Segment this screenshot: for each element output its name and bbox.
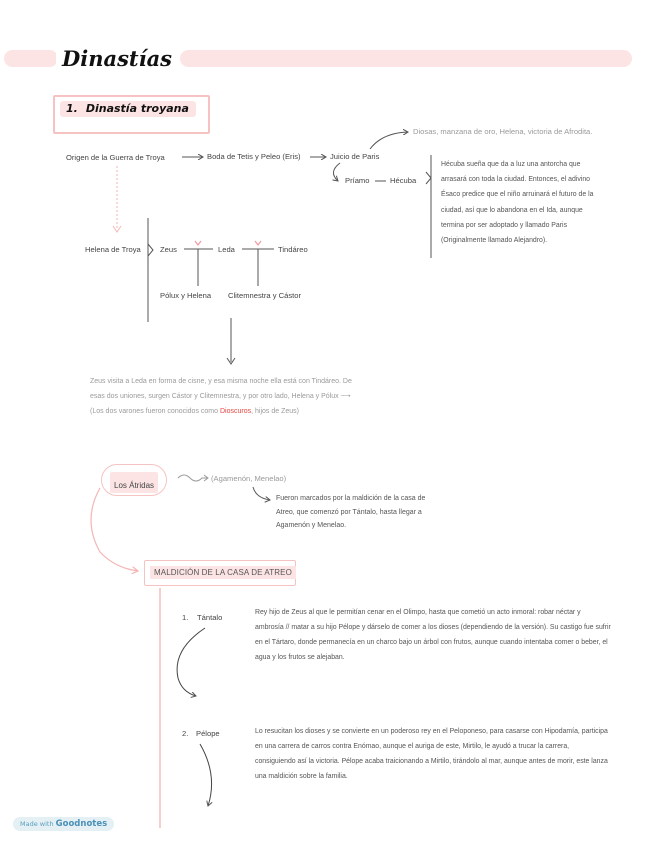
atridas-label: Los Átridas: [114, 481, 155, 490]
zeus-text: Zeus: [160, 245, 177, 254]
section-title-text: Dinastía troyana: [85, 102, 189, 115]
page-title: Dinastías: [56, 46, 178, 71]
hecuba-text: Hécuba: [390, 176, 417, 185]
polux-helena-text: Pólux y Helena: [160, 291, 212, 300]
arrow-atridas-names: [178, 475, 207, 481]
arrow-juicio-diosas: [370, 132, 408, 149]
item1-number: 1.: [182, 613, 189, 622]
badge-made-with: Made with: [20, 820, 54, 828]
atridas-names: (Agamenón, Menelao): [211, 474, 287, 483]
pink-curve-maldicion: [91, 488, 138, 571]
heart-zeus-leda: [195, 241, 201, 245]
leda-text: Leda: [218, 245, 235, 254]
item1-text: Rey hijo de Zeus al que le permitían cenar en el Olimpo, hasta que cometió un acto inmoral: robar néctar y ambrosía // matar a su hijo Pélope y dárselo de comer a los dioses (dependiendo de la versión). Su castigo fue sufrir en el Tártaro, donde permanecía en un charco bajo un árbol con frutos, aunque cuando intentaba comer o beber, el agua y los frutos se alejaban.: [255, 609, 611, 661]
origen-text: Origen de la Guerra de Troya: [66, 153, 165, 162]
maldicion-title: MALDICIÓN DE LA CASA DE ATREO: [150, 566, 296, 579]
curve-item2: [200, 744, 212, 806]
section-number: 1.: [66, 102, 78, 115]
goodnotes-badge[interactable]: [13, 817, 114, 831]
priamo-text: Príamo: [345, 176, 370, 185]
boda-text: Boda de Tetis y Peleo (Eris): [207, 152, 301, 161]
item1-name: Tántalo: [197, 613, 223, 622]
curve-item1: [177, 628, 205, 696]
heart-leda-tindareo: [255, 241, 261, 245]
clitemnestra-castor-text: Clitemnestra y Cástor: [228, 291, 302, 300]
arrow-atridas-note: [253, 487, 270, 500]
arrow-juicio-priamo: [333, 163, 340, 181]
item2-number: 2.: [182, 729, 189, 738]
zeus-leda-note-end: , hijos de Zeus): [251, 407, 299, 415]
zeus-leda-note-main: Zeus visita a Leda en forma de cisne, y esa misma noche ella está con Tindáreo. De esas dos uniones, surgen Cástor y Clitemnestra, y por otro lado, Helena y Pólux ⟶ (Los dos varones fueron conocidos como: [90, 378, 352, 415]
brace-hecuba: [426, 172, 431, 184]
tindareo-text: Tindáreo: [278, 245, 308, 254]
item2-name: Pélope: [196, 729, 220, 738]
item2-text: Lo resucitan los dioses y se convierte en un poderoso rey en el Peloponeso, para casarse con Hipodamía, participa en una carrera de carros contra Enómao, aunque el auriga de este, Mirtilo, le ayudó a trucar la carrera, consiguiendo así la victoria. Pélope acaba traicionando a Mirtilo, tirándolo al mar, aunque antes de morir, este lanza una maldición sobre la familia.: [255, 728, 608, 780]
diosas-text: Diosas, manzana de oro, Helena, victoria de Afrodita.: [413, 127, 593, 136]
hecuba-note: Hécuba sueña que da a luz una antorcha que arrasará con toda la ciudad. Entonces, el adivino Ésaco predice que el niño arruinará el futuro de la ciudad, así que lo abandona en el Ida, aunque termina por ser adoptado y llamado Paris (Originalmente llamado Alejandro).: [441, 161, 594, 245]
juicio-text: Juicio de Paris: [330, 152, 380, 161]
atridas-note: Fueron marcados por la maldición de la casa de Atreo, que comenzó por Tántalo, hasta llegar a Agamenón y Menelao.: [276, 495, 426, 529]
badge-brand: Goodnotes: [55, 819, 108, 829]
helena-label: Helena de Troya: [85, 245, 141, 254]
dioscuros-highlight: Dioscuros: [219, 407, 252, 415]
brace-helena: [148, 218, 153, 322]
